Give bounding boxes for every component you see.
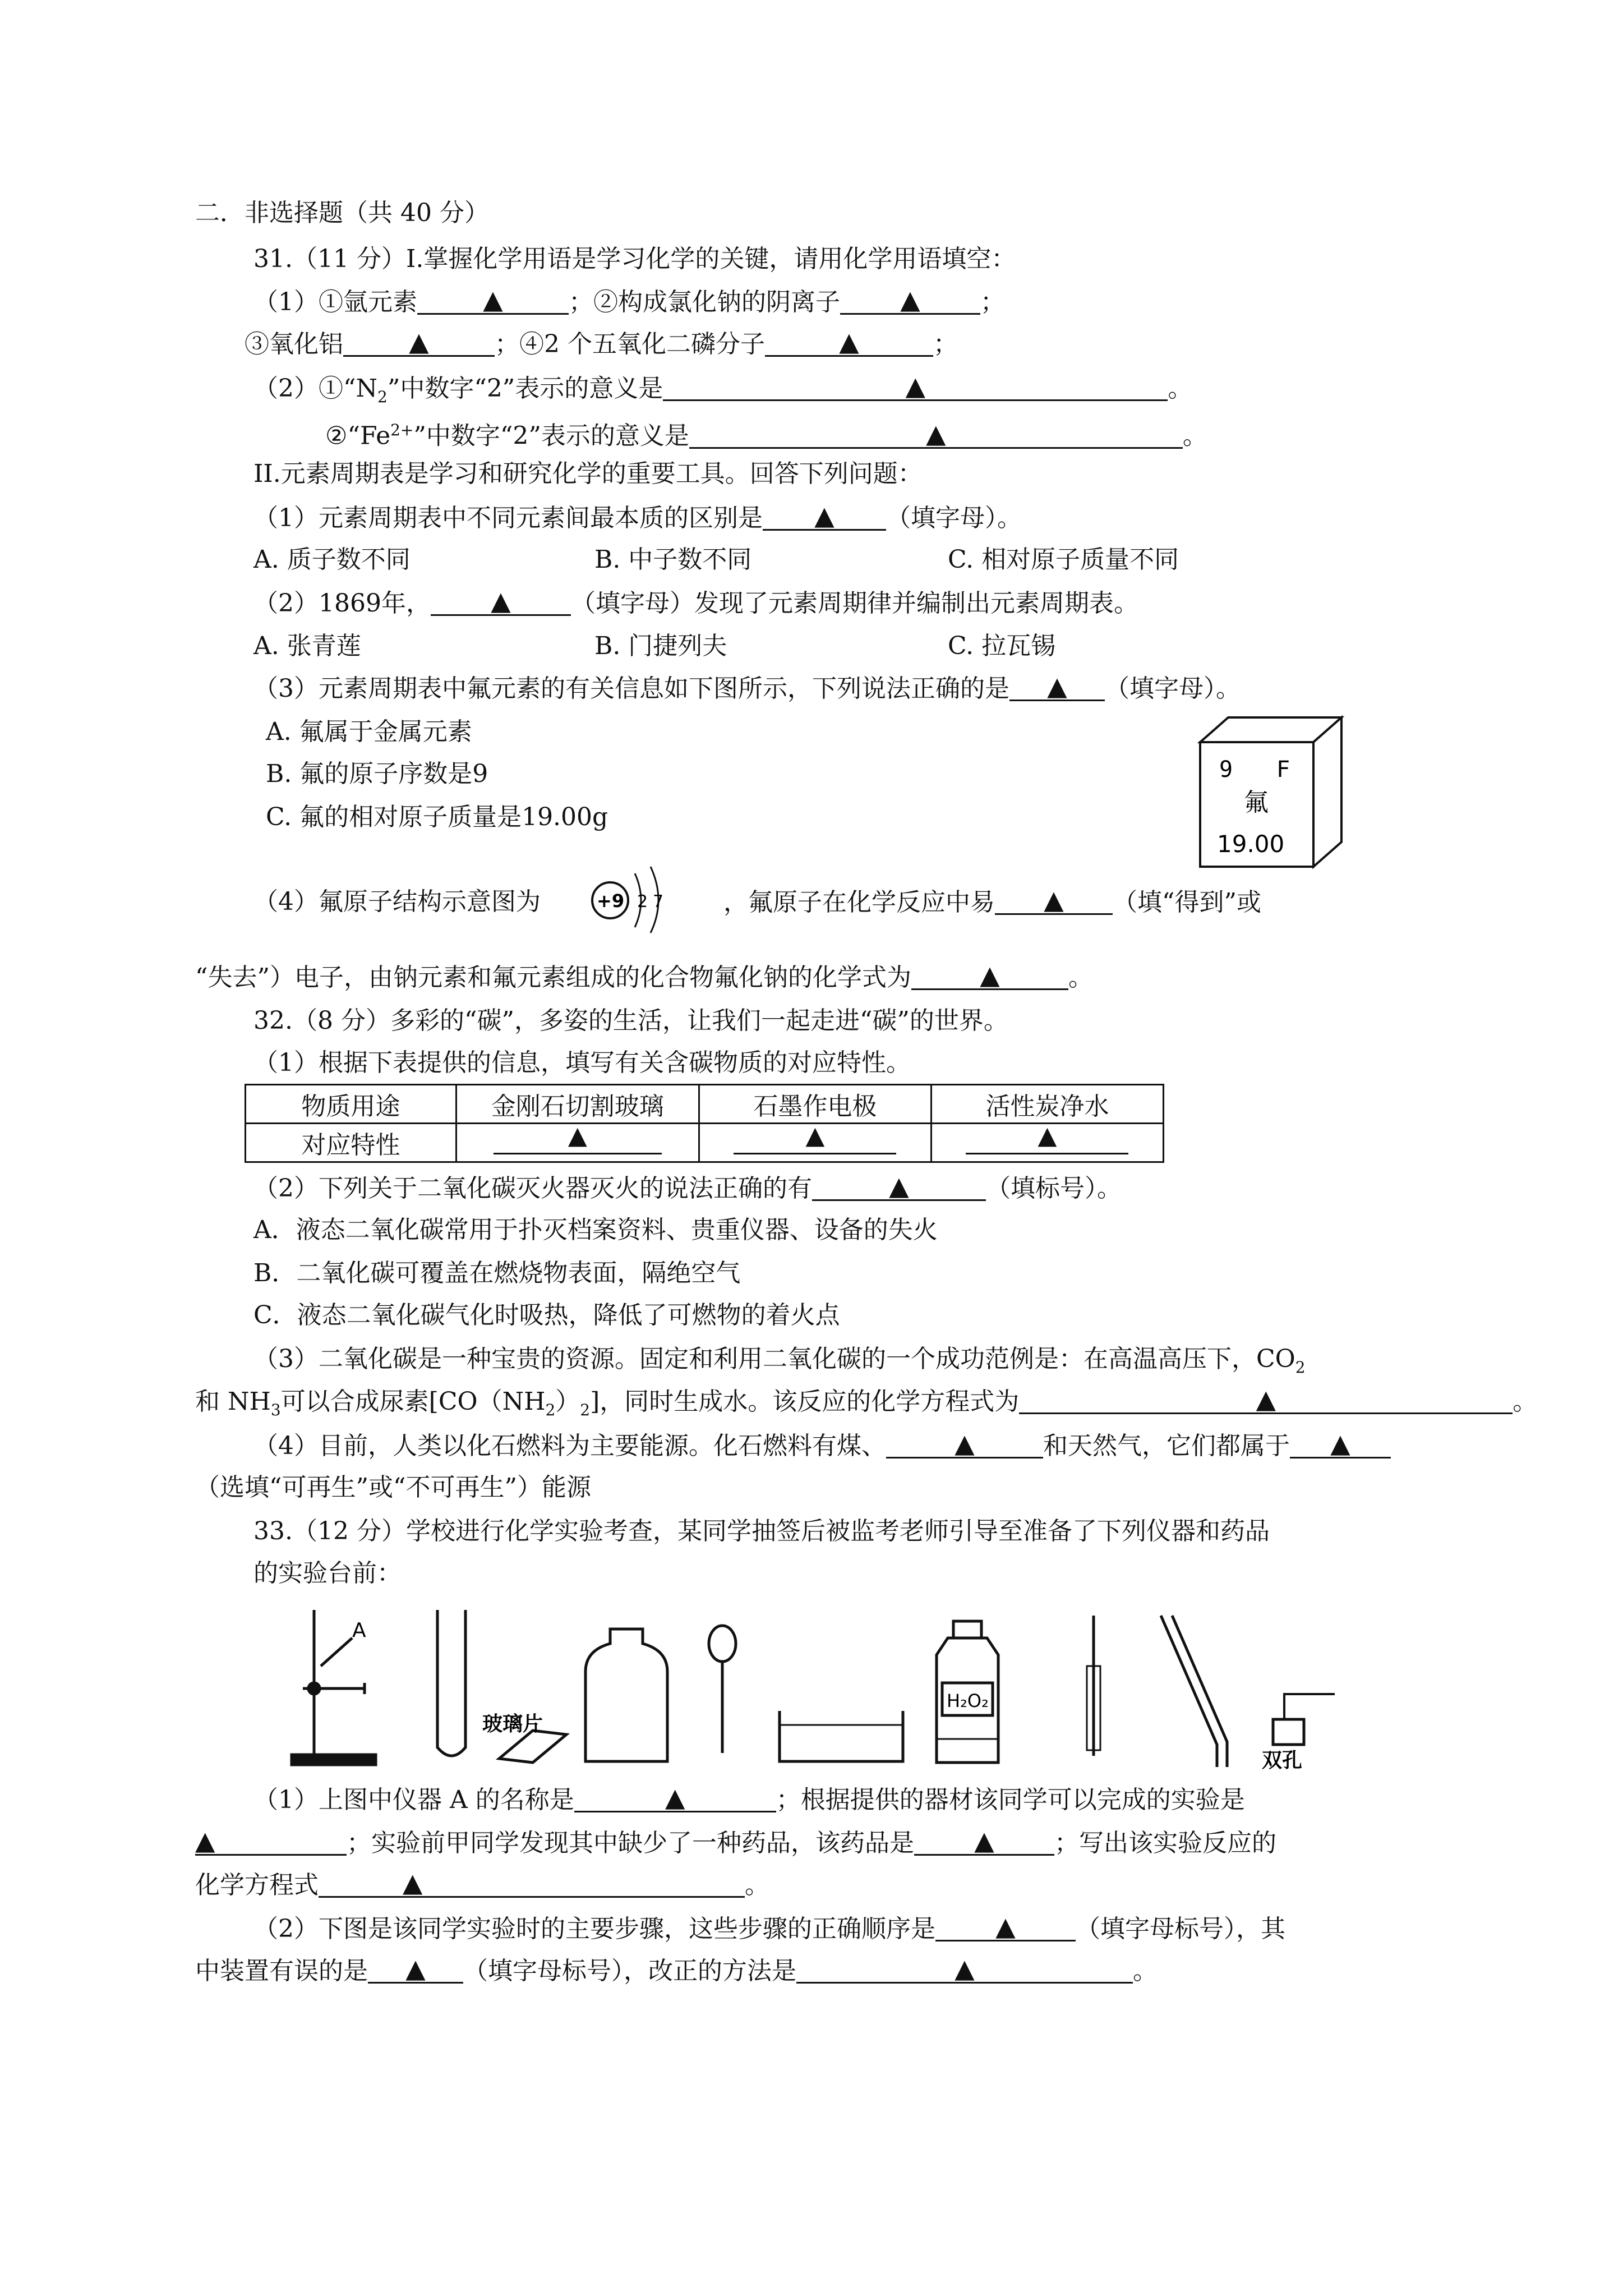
blank-marker: ▲ xyxy=(955,1428,975,1458)
q31-l4c: 。 xyxy=(1182,421,1207,450)
q33-s2a: （2）下图是该同学实验时的主要步骤，这些步骤的正确顺序是 xyxy=(253,1915,935,1943)
q33-s1d: ；写出该实验反应的 xyxy=(1054,1829,1276,1857)
q33-s2e: 。 xyxy=(1133,1957,1158,1985)
answer-blank[interactable] xyxy=(796,1954,1133,1984)
apparatus-label-a: A xyxy=(352,1619,366,1642)
fluorine-atom-structure-diagram xyxy=(583,861,679,934)
q31-s4b: ，氟原子在化学反应中易 xyxy=(723,888,995,917)
q33-s1c: ；实验前甲同学发现其中缺少了一种药品，该药品是 xyxy=(347,1829,914,1857)
q31-s4a: （4）氟原子结构示意图为 xyxy=(253,887,541,916)
answer-blank[interactable] xyxy=(343,327,495,357)
q31-s2-opt-a: A. 张青莲 xyxy=(253,632,361,660)
iron-stand-boss-head xyxy=(308,1683,320,1694)
q31-l3b: ”中数字“2”表示的意义是 xyxy=(387,374,663,403)
answer-blank[interactable] xyxy=(911,960,1068,990)
q32-heading: 32.（8 分）多彩的“碳”，多姿的生活，让我们一起走进“碳”的世界。 xyxy=(253,1006,1008,1035)
reagent-bottle-cap xyxy=(953,1621,981,1638)
table-cell xyxy=(699,1121,931,1162)
iron-stand-base xyxy=(292,1755,376,1765)
table-cell: 物质用途 xyxy=(246,1085,457,1124)
answer-blank[interactable] xyxy=(368,1954,463,1984)
q31-s3-opt-c: C. 氟的相对原子质量是19.00g xyxy=(266,803,608,831)
answer-blank[interactable] xyxy=(886,1429,1043,1458)
fluorine-element-tile xyxy=(1195,715,1352,869)
answer-blank[interactable] xyxy=(319,1868,745,1898)
q32-s4a: （4）目前，人类以化石燃料为主要能源。化石燃料有煤、 xyxy=(253,1432,886,1460)
section-title: 二．非选择题（共 40 分） xyxy=(195,199,489,227)
q32-s2 xyxy=(253,1171,1122,1205)
blank-marker: ▲ xyxy=(568,1121,587,1150)
q31-s2b: （填字母）发现了元素周期律并编制出元素周期表。 xyxy=(570,589,1138,618)
carbon-properties-table xyxy=(245,1084,1164,1163)
q31-l2a: ③氧化铝 xyxy=(245,330,343,358)
q31-l4sup: 2+ xyxy=(390,421,414,439)
blank-marker: ▲ xyxy=(491,586,511,616)
answer-blank[interactable] xyxy=(417,285,569,315)
blank-marker: ▲ xyxy=(483,284,503,315)
tile-symbol: F xyxy=(1276,757,1290,783)
tile-element-name: 氟 xyxy=(1244,788,1269,817)
answer-blank[interactable] xyxy=(966,1121,1128,1154)
q32-s3-line1 xyxy=(253,1342,1306,1384)
blank-marker: ▲ xyxy=(900,284,920,315)
q33-s1b: ；根据提供的器材该同学可以完成的实验是 xyxy=(776,1786,1245,1814)
q31-s2-opt-b: B. 门捷列夫 xyxy=(594,632,727,660)
blank-marker: ▲ xyxy=(409,326,429,357)
q31-s1a: （1）元素周期表中不同元素间最本质的区别是 xyxy=(253,504,763,532)
q31-s3-opt-a: A. 氟属于金属元素 xyxy=(266,717,472,746)
blank-marker: ▲ xyxy=(665,1782,685,1812)
q31-s3-opt-b: B. 氟的原子序数是9 xyxy=(266,760,488,788)
blank-marker: ▲ xyxy=(905,371,925,401)
q32-s3f: 。 xyxy=(1513,1387,1538,1416)
q33-s1f: 。 xyxy=(745,1871,769,1899)
table-cell: 对应特性 xyxy=(246,1124,457,1162)
q31-s4c: （填“得到”或 xyxy=(1113,888,1261,917)
q31-s3a: （3）元素周期表中氟元素的有关信息如下图所示，下列说法正确的是 xyxy=(253,674,1009,703)
answer-blank[interactable] xyxy=(494,1121,662,1154)
q32-s2-opt-a: A．液态二氧化碳常用于扑灭档案资料、贵重仪器、设备的失火 xyxy=(253,1216,938,1244)
test-tube xyxy=(437,1610,465,1756)
table-cell: 活性炭净水 xyxy=(931,1085,1163,1124)
q32-s3sub4: 2 xyxy=(580,1400,591,1419)
q33-s2-line1 xyxy=(253,1912,1285,1946)
answer-blank[interactable] xyxy=(431,586,571,616)
answer-blank[interactable] xyxy=(574,1783,776,1812)
q31-l4b: ”中数字“2”表示的意义是 xyxy=(413,421,689,450)
blank-marker: ▲ xyxy=(974,1825,994,1856)
q31-l1b: ；②构成氯化钠的阴离子 xyxy=(569,288,840,316)
q31-ii-s2 xyxy=(253,586,1138,620)
answer-blank[interactable] xyxy=(763,501,886,531)
q32-s3c: 可以合成尿素[CO（NH xyxy=(280,1387,546,1416)
q31-s4e: 。 xyxy=(1068,963,1093,992)
table-cell xyxy=(456,1121,699,1162)
q31-s2-opt-c: C. 拉瓦锡 xyxy=(948,632,1056,660)
q32-s4b: 和天然气，它们都属于 xyxy=(1043,1432,1290,1460)
q33-s2-line2 xyxy=(195,1954,1158,1988)
answer-blank[interactable] xyxy=(995,885,1113,915)
answer-blank[interactable] xyxy=(663,371,1168,401)
blank-marker: ▲ xyxy=(1047,671,1067,701)
blank-marker: ▲ xyxy=(1330,1428,1350,1458)
q31-ii-s3 xyxy=(253,671,1241,706)
q32-s2b: （填标号）。 xyxy=(986,1174,1122,1203)
q32-s4c: （选填“可再生”或“不可再生”）能源 xyxy=(195,1473,591,1502)
q31-l2b: ；④2 个五氧化二磷分子 xyxy=(495,330,765,358)
q31-ii-heading: II.元素周期表是学习和研究化学的重要工具。回答下列问题： xyxy=(253,459,923,488)
answer-blank[interactable] xyxy=(1009,671,1105,701)
table-row xyxy=(246,1124,1164,1162)
q31-l1c: ； xyxy=(980,288,1005,316)
q33-heading-2: 的实验台前： xyxy=(253,1559,402,1588)
blank-marker: ▲ xyxy=(805,1121,825,1150)
glass-slide-label: 玻璃片 xyxy=(482,1713,543,1736)
double-hole-stopper xyxy=(1273,1719,1304,1745)
q32-s2-opt-c: C．液态二氧化碳气化时吸热，降低了可燃物的着火点 xyxy=(253,1301,840,1329)
gas-collecting-bottle xyxy=(585,1629,667,1761)
q32-s3-line2 xyxy=(195,1384,1537,1427)
blank-marker: ▲ xyxy=(995,1911,1016,1941)
q31-line4 xyxy=(325,413,1207,453)
delivery-tube xyxy=(1161,1616,1217,1767)
q33-s1-line3 xyxy=(195,1868,769,1902)
blank-marker: ▲ xyxy=(195,1825,215,1856)
q32-s3sub3: 2 xyxy=(545,1400,556,1419)
blank-marker: ▲ xyxy=(839,326,859,357)
table-row xyxy=(246,1085,1164,1124)
double-hole-label: 双孔 xyxy=(1262,1749,1303,1772)
q31-heading: 31.（11 分）I.掌握化学用语是学习化学的关键，请用化学用语填空： xyxy=(253,245,1016,273)
q31-line3 xyxy=(253,371,1192,414)
q33-s2d: （填字母标号），改正的方法是 xyxy=(463,1957,796,1985)
blank-marker: ▲ xyxy=(1044,885,1064,915)
q33-s2b: （填字母标号），其 xyxy=(1076,1915,1285,1943)
table-cell: 金刚石切割玻璃 xyxy=(456,1085,699,1124)
q32-s2-opt-b: B．二氧化碳可覆盖在燃烧物表面，隔绝空气 xyxy=(253,1259,741,1287)
q31-l4a: ②“Fe xyxy=(325,421,391,450)
dropper-bulb xyxy=(709,1626,736,1662)
blank-marker: ▲ xyxy=(955,1953,975,1984)
reagent-bottle-text: H₂O₂ xyxy=(947,1690,989,1711)
q32-s3sub2: 3 xyxy=(270,1400,281,1419)
q31-ii-s1 xyxy=(253,501,1022,535)
q32-s3a: （3）二氧化碳是一种宝贵的资源。固定和利用二氧化碳的一个成功范例是：在高温高压下，CO xyxy=(253,1345,1295,1373)
q31-s4-cont xyxy=(723,885,1261,919)
q31-l2c: ； xyxy=(933,330,958,358)
q31-s4-line2 xyxy=(195,960,1093,995)
answer-blank[interactable] xyxy=(195,1826,347,1856)
q31-s1-opt-b: B. 中子数不同 xyxy=(594,545,752,574)
q33-s1-line2 xyxy=(195,1826,1276,1860)
answer-blank[interactable] xyxy=(765,327,933,357)
q32-s4-line1 xyxy=(253,1429,1391,1463)
q31-s2a: （2）1869年， xyxy=(253,589,431,618)
atom-shell2-electrons: 7 xyxy=(653,892,664,912)
q33-s1e: 化学方程式 xyxy=(195,1871,319,1899)
q32-s2a: （2）下列关于二氧化碳灭火器灭火的说法正确的有 xyxy=(253,1174,812,1203)
blank-marker: ▲ xyxy=(926,418,946,449)
blank-marker: ▲ xyxy=(403,1867,423,1898)
q31-l3a: （2）①“N xyxy=(253,374,377,403)
q32-s3sub: 2 xyxy=(1295,1358,1306,1377)
q31-s4d: “失去”）电子，由钠元素和氟元素组成的化合物氟化钠的化学式为 xyxy=(195,963,911,992)
answer-blank[interactable] xyxy=(840,285,980,315)
q33-heading: 33.（12 分）学校进行化学实验考查，某同学抽签后被监考老师引导至准备了下列仪器和药品 xyxy=(253,1517,1270,1545)
q32-s1: （1）根据下表提供的信息，填写有关含碳物质的对应特性。 xyxy=(253,1048,911,1077)
q31-line2 xyxy=(245,327,958,361)
table-cell: 石墨作电极 xyxy=(699,1085,931,1124)
q33-s1a: （1）上图中仪器 A 的名称是 xyxy=(253,1786,574,1814)
blank-marker: ▲ xyxy=(405,1953,426,1984)
answer-blank[interactable] xyxy=(935,1912,1076,1941)
q31-l1a: （1）①氩元素 xyxy=(253,288,417,316)
blank-marker: ▲ xyxy=(1038,1121,1057,1150)
atom-nucleus-charge: +9 xyxy=(597,890,625,912)
q32-s3d: ） xyxy=(555,1387,580,1416)
q31-l3sub: 2 xyxy=(377,387,388,406)
answer-blank[interactable] xyxy=(689,419,1183,449)
answer-blank[interactable] xyxy=(1019,1384,1513,1414)
q33-s2c: 中装置有误的是 xyxy=(195,1957,368,1985)
lab-apparatus-figure xyxy=(286,1604,1352,1773)
water-trough xyxy=(780,1711,903,1761)
q31-s1-opt-a: A. 质子数不同 xyxy=(253,545,411,574)
q31-line1 xyxy=(253,285,1005,319)
answer-blank[interactable] xyxy=(812,1171,986,1201)
blank-marker: ▲ xyxy=(980,960,1000,990)
answer-blank[interactable] xyxy=(734,1121,896,1154)
tile-atomic-number: 9 xyxy=(1219,757,1233,783)
q31-s1b: （填字母）。 xyxy=(886,504,1022,532)
answer-blank[interactable] xyxy=(1290,1429,1391,1458)
tile-atomic-mass: 19.00 xyxy=(1217,830,1285,858)
blank-marker: ▲ xyxy=(814,500,834,531)
atom-shell1-electrons: 2 xyxy=(637,892,648,912)
q32-s3e: ]，同时生成水。该反应的化学方程式为 xyxy=(590,1387,1020,1416)
q31-l3c: 。 xyxy=(1168,374,1193,403)
answer-blank[interactable] xyxy=(914,1826,1054,1856)
q33-s1-line1 xyxy=(253,1783,1245,1817)
blank-marker: ▲ xyxy=(889,1171,909,1201)
table-cell xyxy=(931,1121,1163,1162)
q31-s1-opt-c: C. 相对原子质量不同 xyxy=(948,545,1179,574)
q31-s3b: （填字母）。 xyxy=(1105,674,1241,703)
q32-s3b: 和 NH xyxy=(195,1387,271,1416)
blank-marker: ▲ xyxy=(1256,1384,1276,1414)
